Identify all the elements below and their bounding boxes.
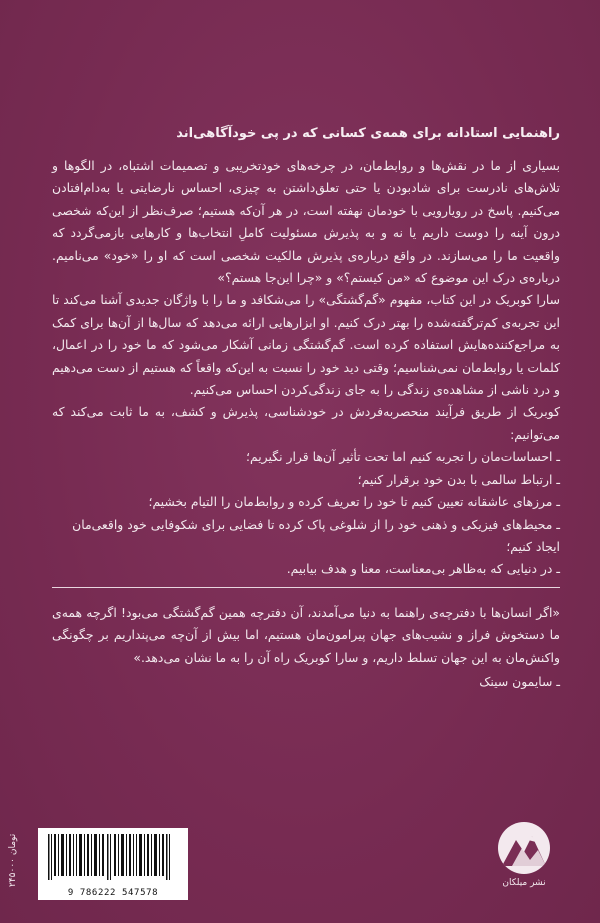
paragraph-1: بسیاری از ما در نقش‌ها و روابط‌مان، در چرخه‌های خودتخریبی و تصمیمات اشتباه، در الگوها و تلاش‌های نادرست برای شادبودن یا حتی تعلق‌داشتن به چیزی، احساس نارضایتی یا به‌دام‌افتادن می‌کنیم. پاسخ در رویارویی با خودمان نهفته است، در هر آن‌که هستیم؛ صرف‌نظر از این‌که شخصی درون آینه را دوست داریم یا نه و به پذیرش مسئولیت کاملِ انتخاب‌ها و کارهایی بازمی‌گردد که واقعیت ما را می‌سازند. در واقع درباره‌ی پذیرش مالکیت شخصی است که او را «خود» می‌نامیم. درباره‌ی درک این موضوع که «من کیستم؟» و «چرا این‌جا هستم؟» [52, 158, 560, 286]
barcode-bars-icon [48, 834, 178, 880]
price-label: ۲۴۵۰۰۰ تومان [8, 833, 18, 887]
publisher-logo [496, 822, 552, 904]
endorsement-quote [52, 602, 560, 669]
list-item: ـ محیط‌های فیزیکی و ذهنی خود را از شلوغی پاک کرده تا فضایی برای شکوفایی خود واقعی‌مان ایجاد کنیم؛ [72, 516, 560, 554]
quote-text: «اگر انسان‌ها با دفترچه‌ی راهنما به دنیا می‌آمدند، آن دفترچه همین گم‌گشتگی می‌بود! اگرچه همه‌ی ما دستخوش فراز و نشیب‌های جهان پیرامون‌مان هستیم، اما بیش از آن‌چه می‌پنداریم بر چگونگی واکنش‌مان به این جهان تسلط داریم، و سارا کوبریک راه آن را به ما نشان می‌دهد.» [52, 604, 560, 665]
divider [52, 587, 560, 588]
quote-author: ـ سایمون سینک [479, 673, 560, 689]
tagline-heading: راهنمایی استادانه برای همه‌ی کسانی که در پی خودآگاهی‌اند [176, 126, 560, 141]
benefits-list [52, 446, 560, 580]
list-item: ـ مرزهای عاشقانه تعیین کنیم تا خود را تعریف کرده و روابط‌مان را التیام بخشیم؛ [148, 494, 560, 510]
list-item: ـ احساسات‌مان را تجربه کنیم اما تحت تأثیر آن‌ها قرار نگیریم؛ [246, 449, 560, 465]
publisher-name: نشر میلکان [502, 878, 546, 888]
paragraph-3: کوبریک از طریق فرآیند منحصربه‌فردش در خودشناسی، پذیرش و کشف، به ما ثابت می‌کند که می‌توانیم: [52, 404, 560, 442]
isbn-number: 9 786222 547578 [67, 888, 159, 898]
list-item: ـ در دنیایی که به‌ظاهر بی‌معناست، معنا و هدف بیابیم. [286, 561, 560, 577]
paragraph-2: سارا کوبریک در این کتاب، مفهوم «گم‌گشتگی» را می‌شکافد و ما را با واژگان جدیدی آشنا می‌کند تا این تجربه‌ی کم‌ترگفته‌شده را بهتر درک کنیم. او ابزارهایی ارائه می‌دهد که سال‌ها از آن‌ها برای کمک به مراجع‌کننده‌هایش استفاده کرده است. گم‌گشتگی زمانی آشکار می‌شود که ما خود را در اعمال، کلمات یا روابط‌مان نمی‌شناسیم؛ وقتی دید خود را نسبت به این‌که واقعاً که هستیم از دست می‌دهیم و درد ناشی از مشاهده‌ی زندگی را به جای زندگی‌کردن احساس می‌کنیم. [52, 292, 560, 398]
list-item: ـ ارتباط سالمی با بدن خود برقرار کنیم؛ [357, 471, 560, 487]
description [52, 155, 560, 446]
isbn-barcode [38, 828, 188, 900]
publisher-logo-icon [498, 822, 550, 874]
back-cover-text [52, 126, 560, 693]
